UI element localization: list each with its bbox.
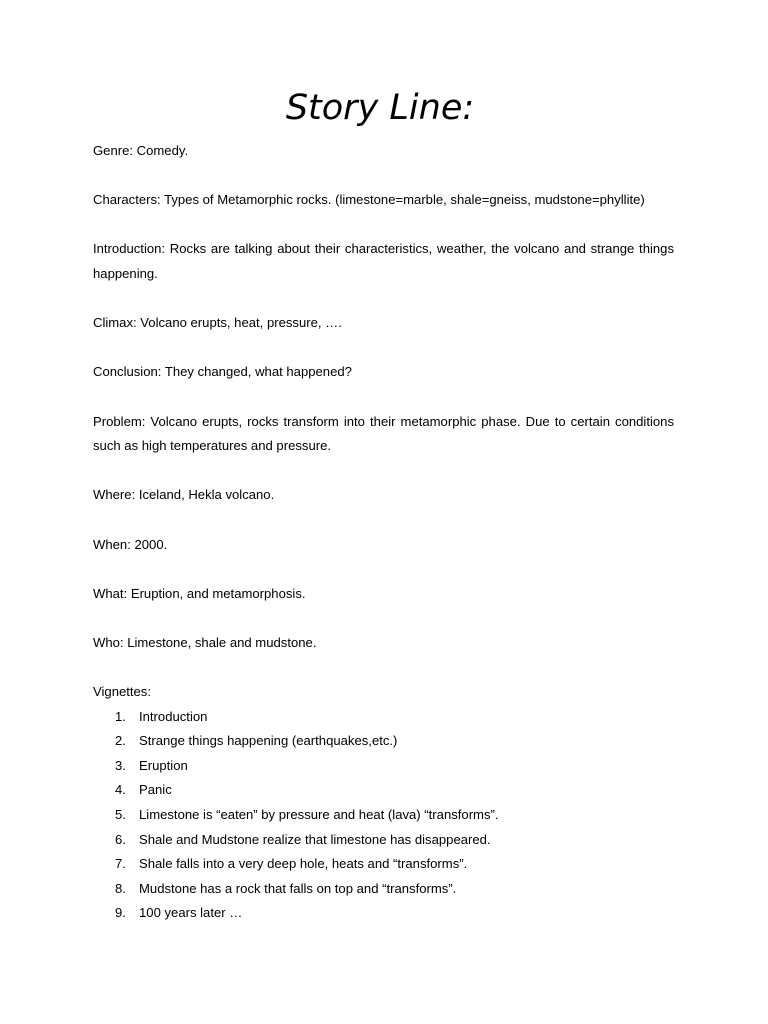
who-paragraph: Who: Limestone, shale and mudstone. [93,634,317,650]
list-item-number: 6. [115,831,126,847]
list-item-number: 1. [115,708,126,724]
list-item-text: Shale and Mudstone realize that limestone has disappeared. [139,831,491,847]
list-item [93,803,674,828]
document-body [93,139,674,926]
list-item-number: 9. [115,905,126,921]
list-item-text: Eruption [139,757,188,773]
list-item-text: 100 years later … [139,905,243,921]
page-title: Story Line: [285,88,475,128]
list-item [93,778,674,803]
characters-paragraph: Characters: Types of Metamorphic rocks. (limestone=marble, shale=gneiss, mudstone=phyllite) [93,192,645,208]
list-item [93,705,674,730]
where-paragraph: Where: Iceland, Hekla volcano. [93,487,275,503]
list-item [93,852,674,877]
list-item-text: Limestone is “eaten” by pressure and heat (lava) “transforms”. [139,807,499,823]
problem-paragraph: Problem: Volcano erupts, rocks transform into their metamorphic phase. Due to certain conditions such as high temperatures and pressure. [93,413,674,454]
list-item-text: Introduction [139,708,208,724]
list-item-number: 7. [115,856,126,872]
conclusion-paragraph: Conclusion: They changed, what happened? [93,364,352,380]
when-paragraph: When: 2000. [93,536,168,552]
list-item [93,754,674,779]
introduction-paragraph: Introduction: Rocks are talking about their characteristics, weather, the volcano and strange things happening. [93,241,674,281]
list-item [93,828,674,853]
list-item [93,901,674,926]
list-item-number: 3. [115,757,126,773]
list-item-text: Mudstone has a rock that falls on top and “transforms”. [139,880,457,896]
list-item [93,729,674,754]
list-item [93,877,674,902]
list-item-number: 5. [115,807,126,823]
what-paragraph: What: Eruption, and metamorphosis. [93,585,306,601]
list-item-number: 8. [115,880,126,896]
climax-paragraph: Climax: Volcano erupts, heat, pressure, …. [93,315,342,331]
vignettes-list [93,705,674,926]
list-item-text: Strange things happening (earthquakes,etc.) [139,733,398,749]
list-item-text: Shale falls into a very deep hole, heats and “transforms”. [139,856,468,872]
list-item-text: Panic [139,782,172,798]
vignettes-heading: Vignettes: [93,684,151,700]
list-item-number: 2. [115,733,126,749]
genre-paragraph: Genre: Comedy. [93,143,189,158]
list-item-number: 4. [115,782,126,798]
